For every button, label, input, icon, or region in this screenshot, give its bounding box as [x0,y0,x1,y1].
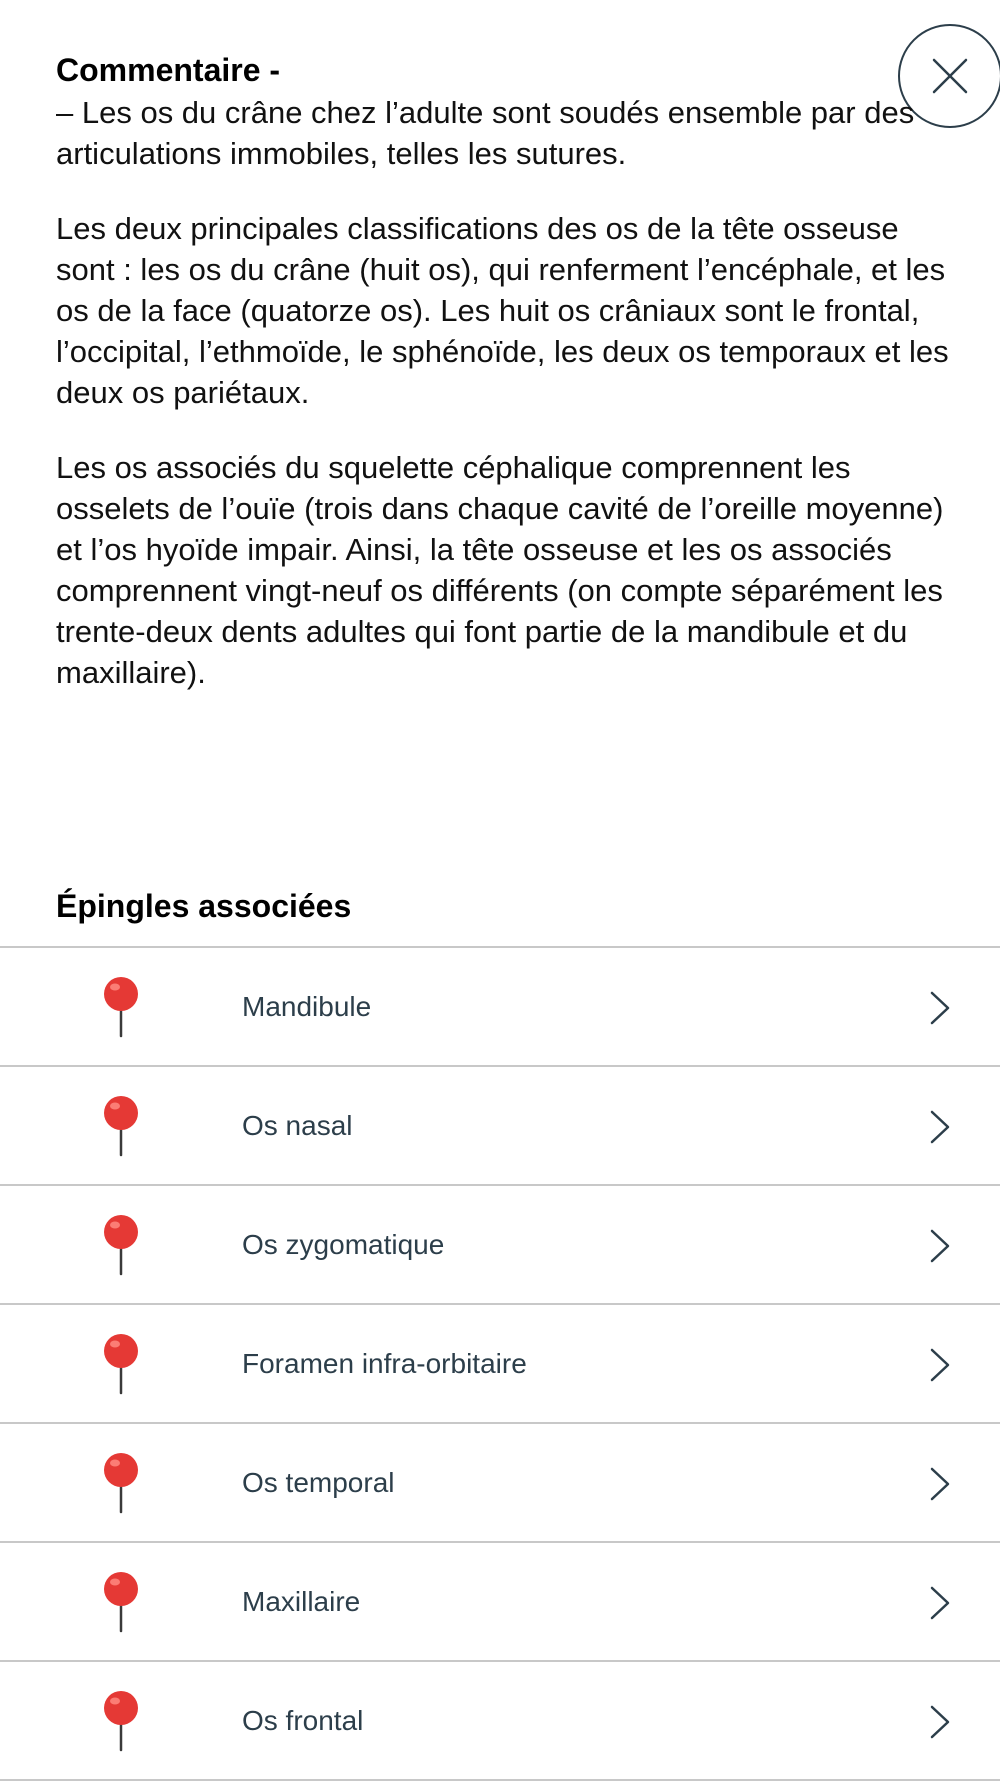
pin-list-item[interactable] [0,1067,1000,1186]
pin-icon [100,1095,142,1157]
pin-icon [100,1214,142,1276]
pin-icon [100,1452,142,1514]
pin-list-item[interactable] [0,948,1000,1067]
chevron-right-icon [928,1109,952,1145]
commentary-paragraph: Les deux principales classifications des os de la tête osseuse sont : les os du crâne (huit os), qui renferment l’encéphale, et les os de la face (quatorze os). Les huit os crâniaux sont le frontal, l’occipital, l’ethmoïde, le sphénoïde, les deux os temporaux et les deux os pariétaux. [56,211,949,410]
chevron-right-icon [928,1704,952,1740]
pin-list-item[interactable] [0,1543,1000,1662]
chevron-right-icon [928,990,952,1026]
pin-icon [100,976,142,1038]
pin-icon [100,1571,142,1633]
pin-label: Os nasal [242,1110,353,1141]
pin-label: Os temporal [242,1467,395,1498]
chevron-right-icon [928,1585,952,1621]
pin-icon [100,1333,142,1395]
commentary-paragraph: – Les os du crâne chez l’adulte sont soudés ensemble par des articulations immobiles, telles les sutures. [56,95,915,171]
related-pins-list [0,946,1000,1781]
pin-label: Os frontal [242,1705,364,1736]
pin-icon [100,1690,142,1752]
pin-list-item[interactable] [0,1424,1000,1543]
pin-label: Maxillaire [242,1586,361,1617]
commentary-paragraph: Les os associés du squelette céphalique comprennent les osselets de l’ouïe (trois dans chaque cavité de l’oreille moyenne) et l’os hyoïde impair. Ainsi, la tête osseuse et les os associés comprennent vingt-neuf os différents (on compte séparément les trente-deux dents adultes qui font partie de la mandibule et du maxillaire). [56,450,944,690]
pin-label: Os zygomatique [242,1229,445,1260]
chevron-right-icon [928,1466,952,1502]
pin-list-item[interactable] [0,1305,1000,1424]
commentary-title: Commentaire - [56,52,281,88]
commentary-section [56,48,956,693]
pin-label: Foramen infra-orbitaire [242,1348,527,1379]
chevron-right-icon [928,1347,952,1383]
related-pins-title: Épingles associées [56,888,352,924]
pin-label: Mandibule [242,991,372,1022]
pin-list-item[interactable] [0,1186,1000,1305]
pin-list-item[interactable] [0,1662,1000,1781]
chevron-right-icon [928,1228,952,1264]
